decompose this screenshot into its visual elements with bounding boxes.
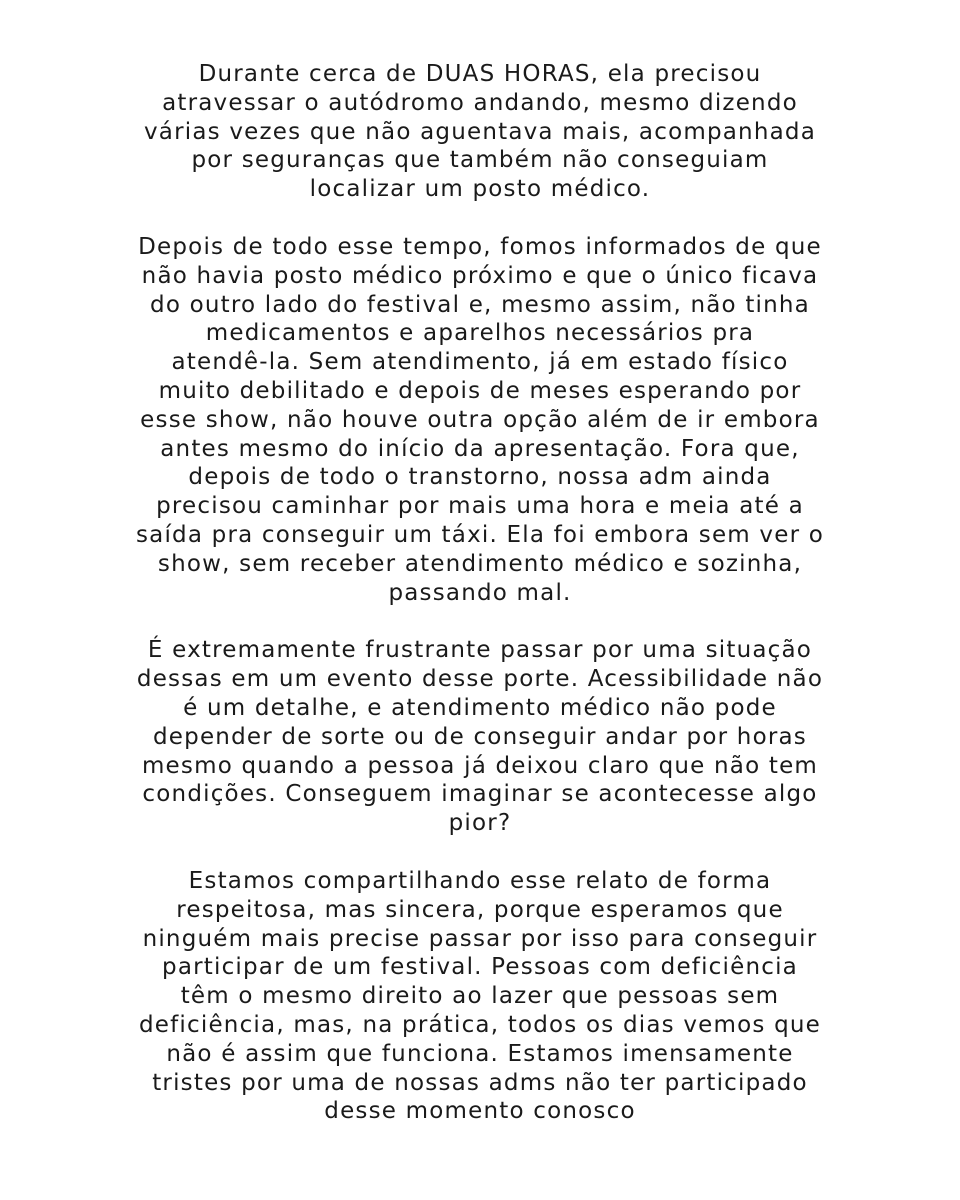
text-line: pior? (448, 810, 512, 837)
text-line: mesmo quando a pessoa já deixou claro que não tem (141, 752, 819, 779)
text-line: várias vezes que não aguentava mais, acompanhada (144, 118, 816, 145)
text-line: Estamos compartilhando esse relato de forma (188, 867, 772, 894)
text-line: tristes por uma de nossas adms não ter participado (152, 1069, 808, 1096)
paragraph-3 (110, 636, 850, 838)
text-line: localizar um posto médico. (309, 176, 651, 203)
text-line: É extremamente frustrante passar por uma situação (147, 637, 813, 664)
text-body (110, 60, 850, 1155)
text-line: não é assim que funciona. Estamos imensamente (166, 1040, 794, 1067)
text-line: dessas em um evento desse porte. Acessibilidade não (136, 666, 824, 693)
text-line: atendê-la. Sem atendimento, já em estado físico (171, 349, 789, 376)
paragraph-4 (110, 867, 850, 1126)
paragraph-2 (110, 233, 850, 607)
text-line: condições. Conseguem imaginar se acontecesse algo (142, 781, 818, 808)
text-line: é um detalhe, e atendimento médico não pode (183, 694, 777, 721)
text-line: depois de todo o transtorno, nossa adm ainda (188, 464, 772, 491)
text-line: esse show, não houve outra opção além de ir embora (140, 406, 820, 433)
text-line: Durante cerca de DUAS HORAS, ela precisou (198, 61, 762, 87)
text-line: participar de um festival. Pessoas com deficiência (162, 954, 798, 981)
text-line: passando mal. (388, 579, 572, 606)
text-line: do outro lado do festival e, mesmo assim, não tinha (150, 291, 810, 318)
text-line: por seguranças que também não conseguiam (191, 147, 769, 174)
text-line: atravessar o autódromo andando, mesmo dizendo (162, 89, 798, 116)
text-line: depender de sorte ou de conseguir andar por horas (153, 723, 807, 750)
text-line: precisou caminhar por mais uma hora e meia até a (156, 493, 804, 520)
text-line: muito debilitado e depois de meses esperando por (158, 377, 802, 404)
text-line: ninguém mais precise passar por isso para conseguir (142, 925, 818, 952)
text-line: têm o mesmo direito ao lazer que pessoas sem (180, 983, 780, 1010)
text-line: antes mesmo do início da apresentação. Fora que, (160, 435, 800, 462)
text-line: medicamentos e aparelhos necessários pra (205, 320, 755, 347)
text-line: saída pra conseguir um táxi. Ela foi embora sem ver o (135, 521, 825, 548)
text-line: show, sem receber atendimento médico e sozinha, (157, 550, 803, 577)
text-line: deficiência, mas, na prática, todos os dias vemos que (138, 1011, 822, 1038)
text-line: desse momento conosco (324, 1098, 636, 1125)
text-line: Depois de todo esse tempo, fomos informados de que (138, 233, 822, 260)
text-line: não havia posto médico próximo e que o único ficava (141, 262, 819, 289)
paragraph-1 (110, 60, 850, 204)
text-line: respeitosa, mas sincera, porque esperamos que (176, 896, 784, 923)
